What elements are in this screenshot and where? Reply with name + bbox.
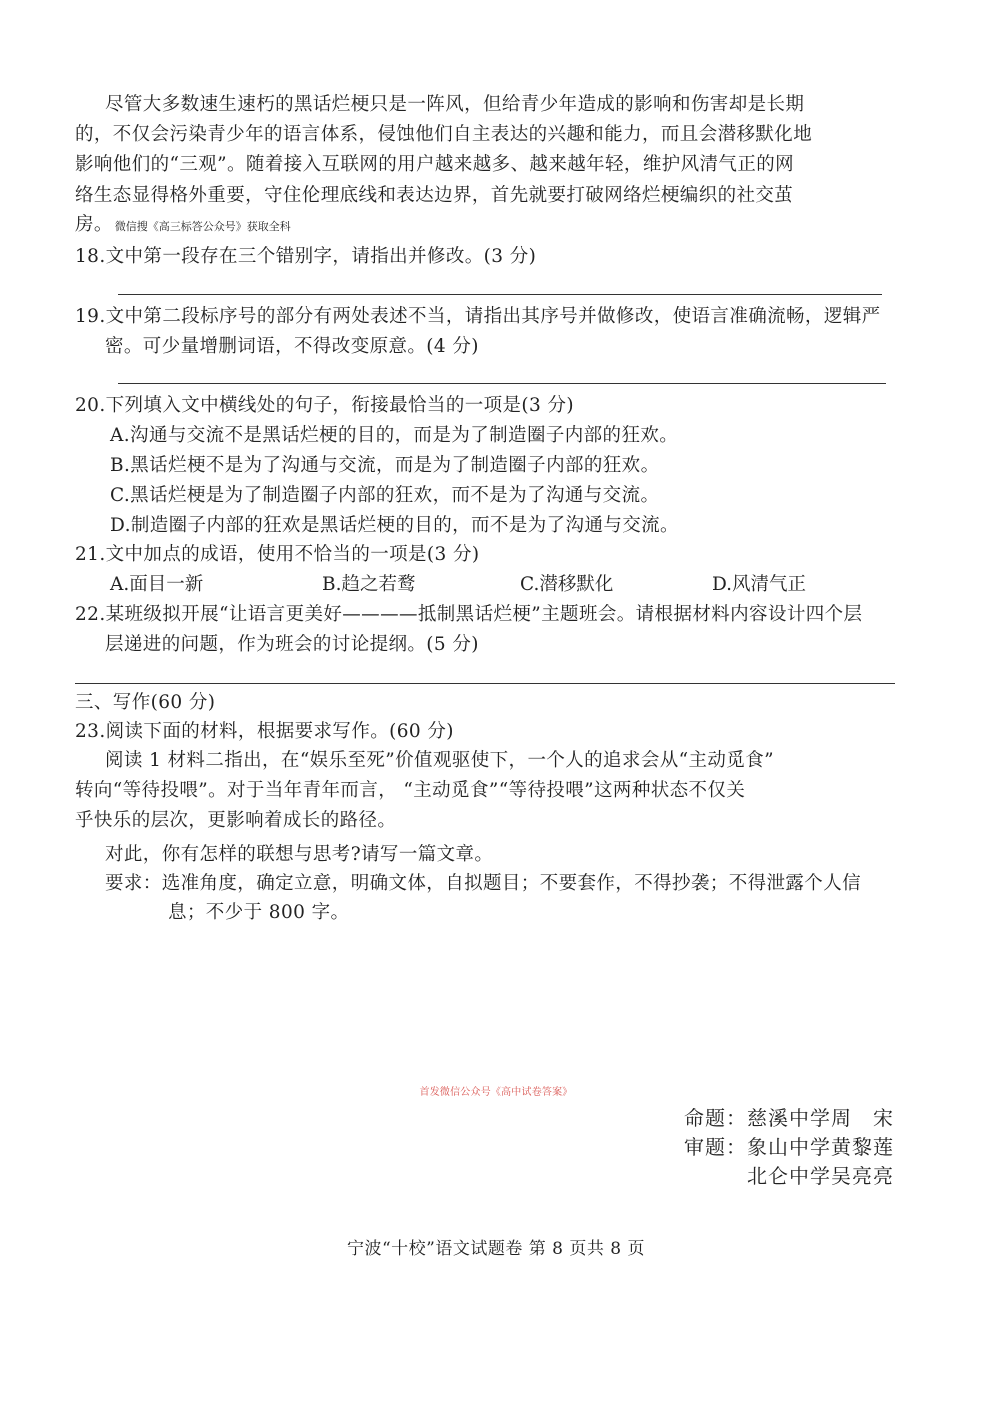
credit-reviewer: 审题：象山中学黄黎莲 (684, 1135, 894, 1159)
section-3-title: 三、写作(60 分) (75, 692, 216, 713)
watermark: 首发微信公众号《高中试卷答案》 (419, 1087, 573, 1098)
q21-option-b: B.趋之若鹜 (322, 574, 416, 595)
q20-option-a: A.沟通与交流不是黑话烂梗的目的，而是为了制造圈子内部的狂欢。 (110, 425, 679, 446)
credit-proposer: 命题：慈溪中学周 宋 (684, 1106, 894, 1130)
q21-option-d: D.风清气正 (712, 574, 807, 595)
question-21: 21.文中加点的成语，使用不恰当的一项是(3 分) (75, 544, 480, 565)
q23-material-line-3: 乎快乐的层次，更影响着成长的路径。 (75, 810, 397, 831)
passage-line-5 (75, 210, 291, 242)
q23-material-line-1: 阅读 1 材料二指出，在“娱乐至死”价值观驱使下，一个人的追求会从“主动觅食” (105, 750, 774, 771)
page-footer: 宁波“十校”语文试题卷 第 8 页共 8 页 (346, 1239, 646, 1259)
q20-option-b: B.黑话烂梗不是为了沟通与交流，而是为了制造圈子内部的狂欢。 (110, 455, 660, 476)
passage-line-4: 络生态显得格外重要，守住伦理底线和表达边界，首先就要打破网络烂梗编织的社交茧 (75, 185, 794, 206)
q23-material-line-2: 转向“等待投喂”。对于当年青年而言， “主动觅食”“等待投喂”这两种状态不仅关 (75, 780, 746, 801)
q23-requirements-line-1: 要求：选准角度，确定立意，明确文体，自拟题目；不要套作，不得抄袭；不得泄露个人信 (105, 873, 862, 894)
question-22-line-2: 层递进的问题，作为班会的讨论提纲。(5 分) (105, 634, 479, 655)
passage-line-1: 尽管大多数速生速朽的黑话烂梗只是一阵风，但给青少年造成的影响和伤害却是长期 (105, 94, 805, 115)
answer-line-22[interactable] (75, 683, 895, 684)
question-22-line-1: 22.某班级拟开展“让语言更美好————抵制黑话烂梗”主题班会。请根据材料内容设计四个层 (75, 604, 863, 625)
passage-line-3: 影响他们的“三观”。随着接入互联网的用户越来越多、越来越年轻，维护风清气正的网 (75, 154, 795, 175)
q20-option-c: C.黑话烂梗是为了制造圈子内部的狂欢，而不是为了沟通与交流。 (110, 485, 660, 506)
question-23: 23.阅读下面的材料，根据要求写作。(60 分) (75, 721, 454, 742)
q21-option-a: A.面目一新 (110, 574, 204, 595)
q21-options (110, 570, 870, 600)
passage-line-2: 的，不仅会污染青少年的语言体系，侵蚀他们自主表达的兴趣和能力，而且会潜移默化地 (75, 124, 813, 145)
question-20: 20.下列填入文中横线处的句子，衔接最恰当的一项是(3 分) (75, 395, 575, 416)
credit-reviewer-2: 北仑中学吴亮亮 (747, 1164, 894, 1188)
passage-last-line: 房。 (75, 214, 113, 235)
q20-option-d: D.制造圈子内部的狂欢是黑话烂梗的目的，而不是为了沟通与交流。 (110, 515, 679, 536)
q21-option-c: C.潜移默化 (520, 574, 614, 595)
question-19-line-2: 密。可少量增删词语，不得改变原意。(4 分) (105, 336, 479, 357)
q23-prompt: 对此，你有怎样的联想与思考?请写一篇文章。 (105, 844, 494, 865)
passage-note: 微信搜《高三标答公众号》获取全科 (114, 220, 291, 233)
q23-requirements-line-2: 息；不少于 800 字。 (168, 902, 350, 923)
question-19-line-1: 19.文中第二段标序号的部分有两处表述不当，请指出其序号并做修改，使语言准确流畅，逻辑严 (75, 306, 881, 327)
question-18: 18.文中第一段存在三个错别字，请指出并修改。(3 分) (75, 246, 537, 267)
answer-line-18[interactable] (118, 294, 882, 295)
answer-line-19[interactable] (118, 383, 886, 384)
